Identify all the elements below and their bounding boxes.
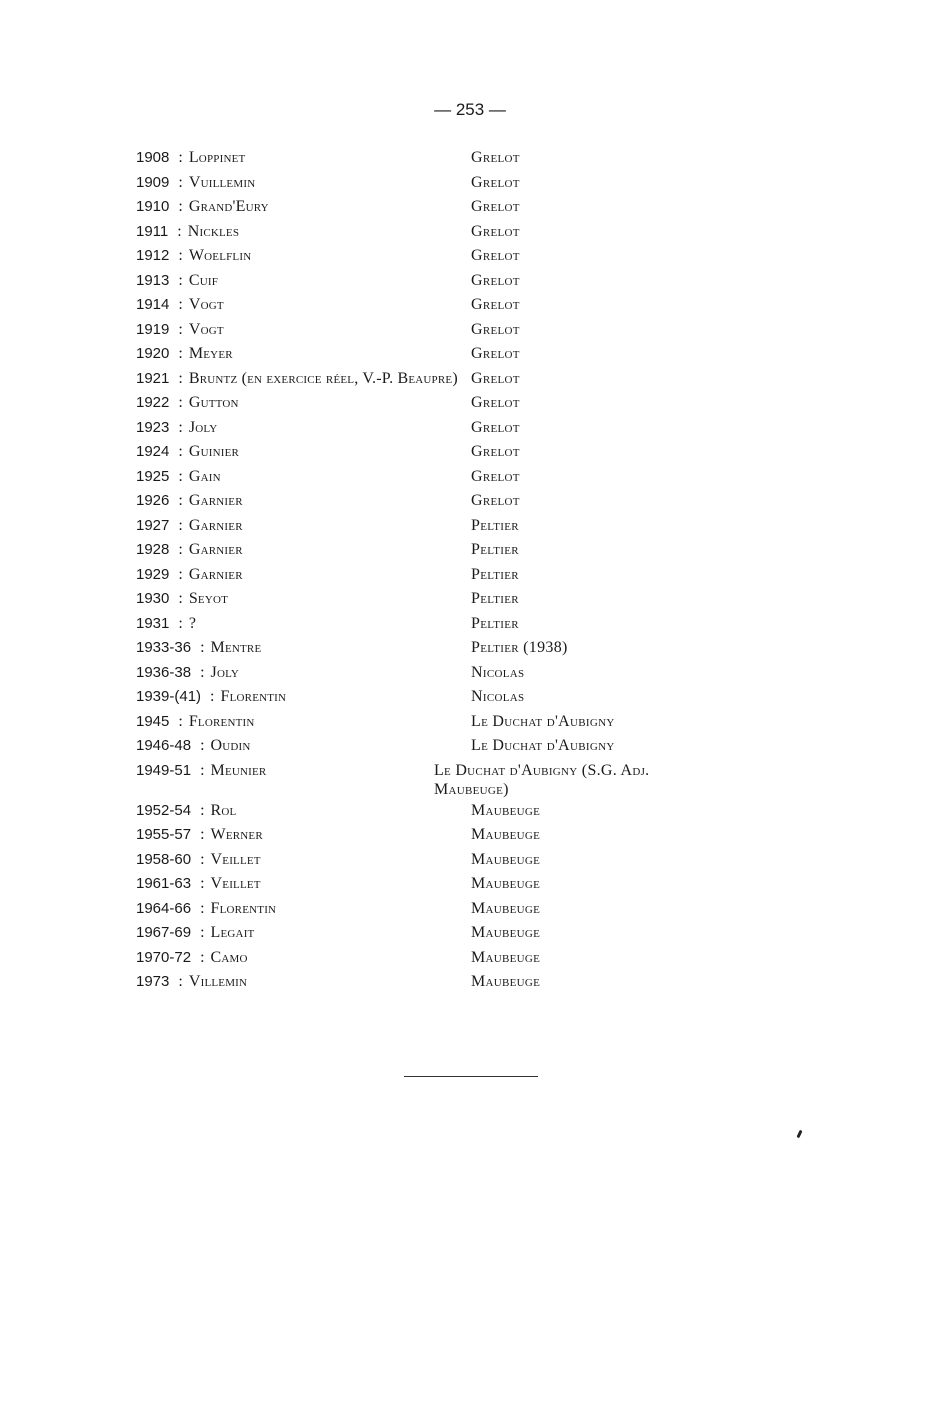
name-cell: Garnier: [188, 565, 243, 583]
separator: :: [178, 541, 183, 558]
right-cell: Grelot: [471, 320, 520, 338]
row-left: [136, 195, 471, 216]
table-row: [136, 587, 696, 612]
year-cell: 1946-48: [136, 737, 192, 754]
table-row: [136, 759, 696, 799]
name-cell: Garnier: [188, 516, 243, 534]
table-row: [136, 416, 696, 441]
name-cell: Cuif: [188, 271, 219, 289]
name-cell: Joly: [188, 418, 218, 436]
row-left: [136, 220, 471, 241]
year-cell: 1913: [136, 271, 170, 289]
name-cell: Vogt: [188, 296, 224, 313]
row-left: [136, 244, 471, 265]
name-cell: Gain: [188, 467, 221, 485]
name-cell: Seyot: [188, 590, 229, 607]
row-left: [136, 970, 471, 991]
table-row: [136, 970, 696, 995]
table-row: [136, 342, 696, 367]
year-cell: 1945: [136, 712, 170, 730]
right-cell: Maubeuge: [471, 801, 541, 819]
right-cell: Grelot: [471, 418, 520, 436]
table-row: [136, 220, 696, 245]
separator: :: [178, 418, 183, 436]
right-cell: Maubeuge: [471, 875, 541, 892]
separator: :: [178, 443, 183, 460]
separator: :: [178, 345, 183, 362]
row-left: [136, 587, 471, 608]
name-cell: Grand'Eury: [188, 198, 269, 215]
row-left: [136, 921, 471, 942]
right-cell: Maubeuge: [471, 924, 541, 941]
year-cell: 1939-(41): [136, 688, 202, 705]
separator: :: [200, 639, 205, 656]
table-row: [136, 799, 696, 824]
year-cell: 1929: [136, 565, 170, 583]
right-cell: Grelot: [471, 247, 520, 264]
separator: :: [200, 850, 205, 868]
right-cell: Grelot: [471, 467, 520, 485]
table-row: [136, 514, 696, 539]
year-cell: 1919: [136, 320, 170, 338]
year-cell: 1955-57: [136, 826, 192, 843]
name-cell: Werner: [210, 826, 263, 843]
name-cell: ?: [188, 614, 197, 632]
separator: :: [200, 737, 205, 754]
right-cell: Nicolas: [471, 688, 525, 705]
right-cell: Grelot: [471, 369, 520, 387]
table-row: [136, 612, 696, 637]
year-cell: 1909: [136, 173, 170, 191]
row-left: [136, 489, 471, 510]
right-cell: Grelot: [471, 492, 520, 509]
year-cell: 1921: [136, 369, 170, 387]
name-cell: Rol: [210, 801, 237, 819]
table-row: [136, 734, 696, 759]
separator: :: [178, 271, 183, 289]
separator: :: [178, 467, 183, 485]
year-cell: 1970-72: [136, 948, 192, 966]
table-row: [136, 269, 696, 294]
row-left: [136, 872, 471, 893]
table-row: [136, 897, 696, 922]
separator: :: [210, 688, 215, 705]
right-cell: Grelot: [471, 394, 520, 411]
row-left: [136, 171, 471, 192]
separator: :: [178, 173, 183, 191]
row-left: [136, 823, 471, 844]
right-cell: Maubeuge: [471, 948, 541, 966]
separator: :: [178, 198, 183, 215]
table-row: [136, 465, 696, 490]
row-left: [136, 946, 471, 967]
separator: :: [178, 492, 183, 509]
separator: :: [178, 394, 183, 411]
row-left: [136, 612, 471, 633]
page-number: — 253 —: [434, 100, 506, 119]
year-cell: 1949-51: [136, 761, 192, 779]
name-cell: Nickles: [187, 222, 240, 240]
year-cell: 1923: [136, 418, 170, 436]
year-cell: 1922: [136, 394, 170, 411]
row-left: [136, 367, 471, 388]
row-left: [136, 734, 471, 755]
row-left: [136, 293, 471, 314]
year-cell: 1908: [136, 149, 170, 166]
table-row: [136, 440, 696, 465]
separator: :: [178, 590, 183, 607]
right-cell: Maubeuge: [471, 850, 541, 868]
row-left: [136, 685, 471, 706]
row-left: [136, 269, 471, 290]
right-cell: Le Duchat d'Aubigny: [471, 712, 615, 730]
row-left: [136, 661, 471, 682]
name-cell: Meyer: [188, 345, 233, 362]
separator: :: [200, 948, 205, 966]
name-cell: Gutton: [188, 394, 239, 411]
separator: :: [200, 663, 205, 681]
table-row: [136, 318, 696, 343]
year-cell: 1925: [136, 467, 170, 485]
year-cell: 1928: [136, 541, 170, 558]
year-cell: 1967-69: [136, 924, 192, 941]
name-cell: Vogt: [188, 320, 224, 338]
separator: :: [177, 222, 182, 240]
name-cell: Florentin: [210, 899, 277, 917]
year-cell: 1911: [136, 222, 169, 240]
separator: :: [178, 516, 183, 534]
right-cell: Peltier: [471, 614, 519, 632]
table-row: [136, 391, 696, 416]
year-cell: 1912: [136, 247, 170, 264]
right-cell: Grelot: [471, 271, 520, 289]
name-cell: Bruntz (en exercice réel, V.-P. Beaupre): [188, 369, 458, 387]
year-cell: 1926: [136, 492, 170, 509]
table-row: [136, 563, 696, 588]
name-cell: Florentin: [188, 712, 255, 730]
right-cell: Grelot: [471, 173, 520, 191]
table-row: [136, 367, 696, 392]
right-cell: Grelot: [471, 345, 520, 362]
row-left: [136, 897, 471, 918]
separator: :: [178, 712, 183, 730]
table-row: [136, 195, 696, 220]
row-left: [136, 416, 471, 437]
right-cell: Grelot: [471, 198, 520, 215]
name-cell: Oudin: [210, 737, 251, 754]
table-row: [136, 171, 696, 196]
right-cell: Grelot: [471, 222, 520, 240]
officers-table: [136, 146, 696, 995]
separator: :: [200, 899, 205, 917]
row-left: [136, 146, 471, 167]
table-row: [136, 823, 696, 848]
closing-rule: [404, 1076, 538, 1077]
row-left: [136, 440, 471, 461]
separator: :: [178, 296, 183, 313]
right-cell: Grelot: [471, 149, 520, 166]
separator: :: [178, 247, 183, 264]
year-cell: 1973: [136, 973, 170, 990]
row-left: [136, 710, 471, 731]
name-cell: Meunier: [210, 761, 267, 779]
right-cell: Peltier: [471, 590, 519, 607]
row-left: [136, 514, 471, 535]
separator: :: [178, 973, 183, 990]
name-cell: Veillet: [210, 875, 261, 892]
right-cell: Peltier: [471, 565, 519, 583]
table-row: [136, 293, 696, 318]
year-cell: 1933-36: [136, 639, 192, 656]
year-cell: 1910: [136, 198, 170, 215]
table-row: [136, 848, 696, 873]
table-row: [136, 244, 696, 269]
row-left: [136, 465, 471, 486]
table-row: [136, 489, 696, 514]
row-left: [136, 342, 471, 363]
right-cell: Peltier: [471, 516, 519, 534]
row-left: [136, 848, 471, 869]
year-cell: 1914: [136, 296, 170, 313]
separator: :: [200, 761, 205, 779]
name-cell: Garnier: [188, 492, 243, 509]
year-cell: 1931: [136, 614, 170, 632]
row-left: [136, 318, 471, 339]
name-cell: Florentin: [220, 688, 287, 705]
table-row: [136, 146, 696, 171]
right-cell: Le Duchat d'Aubigny: [471, 737, 615, 754]
name-cell: Garnier: [188, 541, 243, 558]
name-cell: Loppinet: [188, 149, 246, 166]
separator: :: [178, 614, 183, 632]
name-cell: Villemin: [188, 973, 248, 990]
right-cell: Maubeuge: [471, 899, 541, 917]
name-cell: Woelflin: [188, 247, 252, 264]
name-cell: Mentre: [210, 639, 262, 656]
row-left: [136, 538, 471, 559]
row-left: [136, 636, 471, 657]
separator: :: [178, 369, 183, 387]
year-cell: 1930: [136, 590, 170, 607]
row-left: [136, 563, 471, 584]
right-cell: Grelot: [471, 443, 520, 460]
table-row: [136, 946, 696, 971]
right-cell: Maubeuge: [471, 826, 541, 843]
right-cell: Maubeuge: [471, 973, 541, 990]
table-row: [136, 538, 696, 563]
table-row: [136, 710, 696, 735]
right-cell: Grelot: [471, 296, 520, 313]
year-cell: 1924: [136, 443, 170, 460]
name-cell: Guinier: [188, 443, 240, 460]
table-row: [136, 661, 696, 686]
separator: :: [200, 801, 205, 819]
year-cell: 1961-63: [136, 875, 192, 892]
name-cell: Camo: [210, 948, 248, 966]
table-row: [136, 921, 696, 946]
separator: :: [178, 149, 183, 166]
separator: :: [178, 320, 183, 338]
name-cell: Vuillemin: [188, 173, 256, 191]
name-cell: Joly: [210, 663, 240, 681]
row-left: [136, 391, 471, 412]
name-cell: Veillet: [210, 850, 261, 868]
separator: :: [200, 875, 205, 892]
row-left: [136, 799, 471, 820]
separator: :: [200, 826, 205, 843]
table-row: [136, 872, 696, 897]
separator: :: [200, 924, 205, 941]
separator: :: [178, 565, 183, 583]
right-cell: Peltier (1938): [471, 639, 568, 656]
right-cell: Peltier: [471, 541, 519, 558]
name-cell: Legait: [210, 924, 255, 941]
right-cell: Le Duchat d'Aubigny (S.G. Adj. Maubeuge): [433, 761, 650, 798]
year-cell: 1936-38: [136, 663, 192, 681]
table-row: [136, 685, 696, 710]
right-cell: Nicolas: [471, 663, 525, 681]
ink-mark: [796, 1130, 802, 1139]
year-cell: 1964-66: [136, 899, 192, 917]
year-cell: 1958-60: [136, 850, 192, 868]
year-cell: 1920: [136, 345, 170, 362]
table-row: [136, 636, 696, 661]
row-left: [136, 759, 434, 780]
year-cell: 1927: [136, 516, 170, 534]
year-cell: 1952-54: [136, 801, 192, 819]
